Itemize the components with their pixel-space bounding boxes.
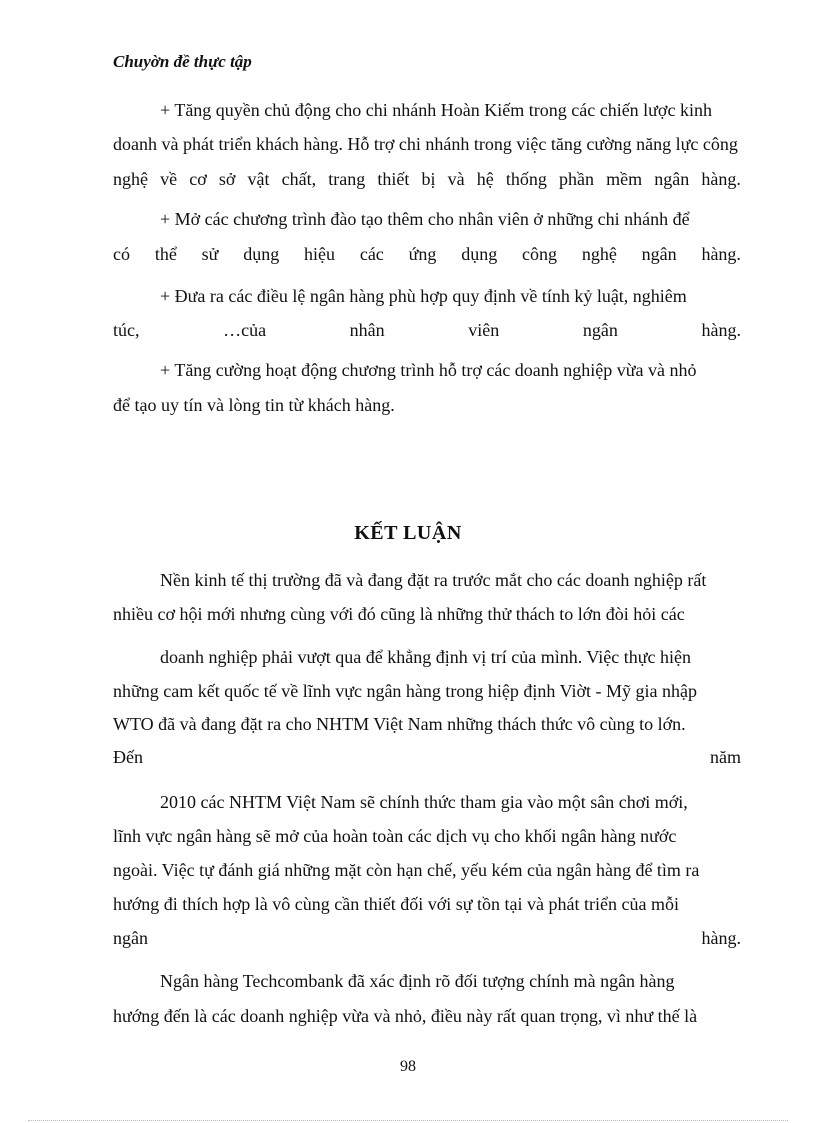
conclusion-text-line: Nền kinh tế thị trường đã và đang đặt ra trước mắt cho các doanh nghiệp rất bbox=[160, 570, 707, 590]
conclusion-text-line: ngân hàng. bbox=[113, 928, 741, 948]
body-text-line: + Mở các chương trình đào tạo thêm cho nhân viên ở những chi nhánh để bbox=[160, 209, 690, 229]
body-text-line: + Đưa ra các điều lệ ngân hàng phù hợp quy định về tính kỷ luật, nghiêm bbox=[160, 286, 687, 306]
conclusion-text-line: nhiều cơ hội mới nhưng cùng với đó cũng là những thử thách to lớn đòi hỏi các bbox=[113, 604, 685, 624]
body-text-line: có thể sử dụng hiệu các ứng dụng công nghệ ngân hàng. bbox=[113, 244, 741, 264]
body-text-line: + Tăng cường hoạt động chương trình hỗ trợ các doanh nghiệp vừa và nhỏ bbox=[160, 360, 697, 380]
conclusion-text-line: hướng đi thích hợp là vô cùng cần thiết đối với sự tồn tại và phát triển của mỗi bbox=[113, 894, 679, 914]
conclusion-text-line: hướng đến là các doanh nghiệp vừa và nhỏ, điều này rất quan trọng, vì như thế là bbox=[113, 1006, 698, 1026]
running-header: Chuyờn đề thực tập bbox=[113, 52, 252, 71]
body-text-line: nghệ về cơ sở vật chất, trang thiết bị và hệ thống phần mềm ngân hàng. bbox=[113, 169, 741, 189]
body-text-line: doanh và phát triển khách hàng. Hỗ trợ chi nhánh trong việc tăng cường năng lực công bbox=[113, 134, 738, 154]
conclusion-text-line: ngoài. Việc tự đánh giá những mặt còn hạn chế, yếu kém của ngân hàng để tìm ra bbox=[113, 860, 700, 880]
conclusion-text-line: lĩnh vực ngân hàng sẽ mở của hoàn toàn các dịch vụ cho khối ngân hàng nước bbox=[113, 826, 677, 846]
page-bottom-rule bbox=[28, 1120, 788, 1121]
body-text-line: + Tăng quyền chủ động cho chi nhánh Hoàn Kiếm trong các chiến lược kinh bbox=[160, 100, 712, 120]
conclusion-text-line: những cam kết quốc tế về lĩnh vực ngân hàng trong hiệp định Viờt - Mỹ gia nhập bbox=[113, 681, 697, 701]
conclusion-text-line: WTO đã và đang đặt ra cho NHTM Việt Nam những thách thức vô cùng to lớn. bbox=[113, 714, 686, 734]
conclusion-text-line: doanh nghiệp phải vượt qua để khẳng định vị trí của mình. Việc thực hiện bbox=[160, 647, 691, 667]
body-text-line: túc, …của nhân viên ngân hàng. bbox=[113, 320, 741, 340]
section-title: KẾT LUẬN bbox=[354, 522, 462, 544]
conclusion-text-line: Đến năm bbox=[113, 747, 741, 767]
body-text-line: để tạo uy tín và lòng tin từ khách hàng. bbox=[113, 395, 395, 415]
conclusion-text-line: Ngân hàng Techcombank đã xác định rõ đối tượng chính mà ngân hàng bbox=[160, 971, 675, 991]
conclusion-text-line: 2010 các NHTM Việt Nam sẽ chính thức tham gia vào một sân chơi mới, bbox=[160, 792, 688, 812]
page-number: 98 bbox=[400, 1058, 416, 1075]
